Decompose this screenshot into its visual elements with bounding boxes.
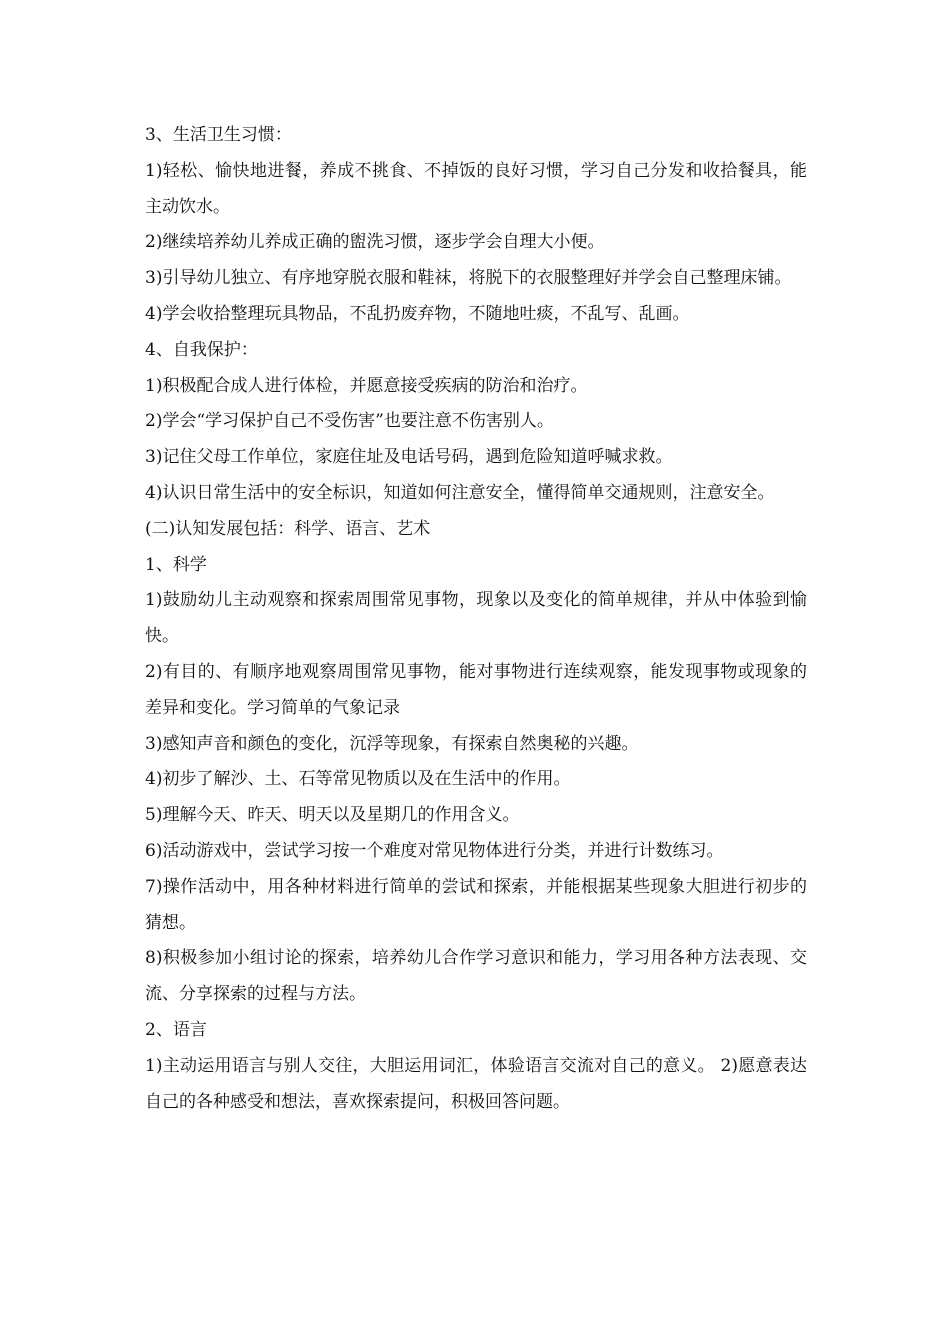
section-heading-self-protection: 4、自我保护：	[145, 339, 258, 360]
paragraph: 5)理解今天、昨天、明天以及星期几的作用含义。	[145, 805, 520, 826]
paragraph: 1)积极配合成人进行体检，并愿意接受疾病的防治和治疗。	[145, 375, 588, 396]
paragraph: 1)鼓励幼儿主动观察和探索周围常见事物，现象以及变化的简单规律，并从中体验到愉快。	[145, 590, 807, 647]
paragraph: 3)引导幼儿独立、有序地穿脱衣服和鞋袜，将脱下的衣服整理好并学会自己整理床铺。	[145, 268, 792, 289]
document-body	[145, 118, 807, 1120]
paragraph: 2)继续培养幼儿养成正确的盥洗习惯，逐步学会自理大小便。	[145, 232, 605, 253]
paragraph: 1)轻松、愉快地进餐，养成不挑食、不掉饭的良好习惯，学习自己分发和收拾餐具，能主动饮水。	[145, 160, 807, 217]
section-heading-language: 2、语言	[145, 1019, 207, 1040]
paragraph: 3)记住父母工作单位，家庭住址及电话号码，遇到危险知道呼喊求救。	[145, 447, 673, 468]
section-heading-science: 1、科学	[145, 554, 207, 575]
paragraph: 7)操作活动中，用各种材料进行简单的尝试和探索，并能根据某些现象大胆进行初步的猜想。	[145, 876, 807, 933]
paragraph: 4)认识日常生活中的安全标识，知道如何注意安全，懂得简单交通规则，注意安全。	[145, 482, 775, 503]
paragraph: 4)初步了解沙、土、石等常见物质以及在生活中的作用。	[145, 769, 571, 790]
paragraph: 8)积极参加小组讨论的探索，培养幼儿合作学习意识和能力，学习用各种方法表现、交流、分享探索的过程与方法。	[145, 948, 807, 1005]
paragraph: 2)有目的、有顺序地观察周围常见事物，能对事物进行连续观察，能发现事物或现象的差异和变化。学习简单的气象记录	[145, 661, 807, 718]
paragraph: 3)感知声音和颜色的变化，沉浮等现象，有探索自然奥秘的兴趣。	[145, 733, 639, 754]
paragraph: 4)学会收拾整理玩具物品，不乱扔废弃物，不随地吐痰，不乱写、乱画。	[145, 303, 690, 324]
paragraph: 1)主动运用语言与别人交往，大胆运用词汇，体验语言交流对自己的意义。 2)愿意表达自己的各种感受和想法，喜欢探索提问，积极回答问题。	[145, 1055, 807, 1112]
paragraph: 2)学会“学习保护自己不受伤害”也要注意不伤害别人。	[145, 411, 554, 432]
section-heading-cognitive: (二)认知发展包括：科学、语言、艺术	[145, 518, 431, 539]
section-heading-hygiene: 3、生活卫生习惯：	[145, 125, 292, 145]
paragraph: 6)活动游戏中，尝试学习按一个难度对常见物体进行分类，并进行计数练习。	[145, 840, 724, 861]
